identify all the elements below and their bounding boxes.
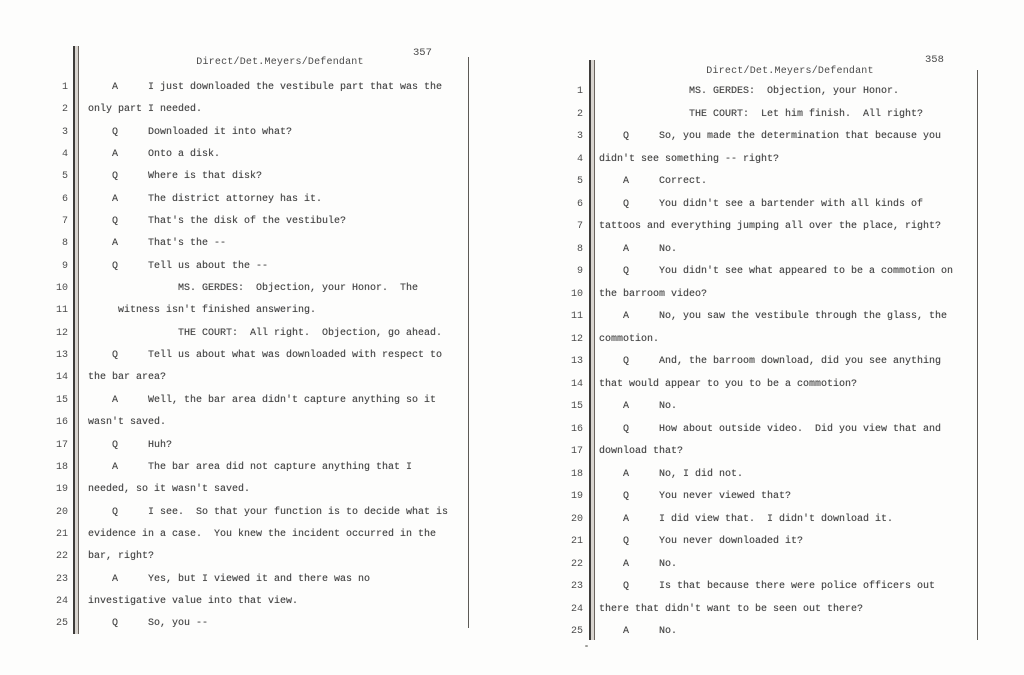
line-text: Q I see. So that your function is to decide what is [88,506,449,518]
line-number: 24 [55,595,68,607]
scan-artifact-speck [585,645,588,647]
line-text: MS. GERDES: Objection, your Honor. The [88,283,419,295]
line-text: Q You never viewed that? [599,491,792,502]
line-text: Q How about outside video. Did you view that and [599,423,942,435]
transcript-line [555,401,953,424]
line-text: A Yes, but I viewed it and there was no [88,573,371,585]
line-number: 7 [576,221,583,232]
line-number: 15 [55,394,68,406]
line-number: 2 [61,104,68,116]
line-text: A No. [599,558,678,570]
transcript-page-358 [512,0,1024,675]
line-text: Q Where is that disk? [88,171,263,183]
line-text: A No, you saw the vestibule through the glass, the [599,311,948,322]
line-text: Q Tell us about what was downloaded with respect to [88,350,443,362]
line-text: Q So, you made the determination that because you [599,131,942,142]
line-text: THE COURT: Let him finish. All right? [599,108,924,120]
transcript-line [555,131,953,154]
line-number: 10 [570,288,583,300]
line-number: 11 [570,311,583,322]
line-text: A No. [599,626,678,637]
transcript-line [40,104,448,126]
line-text: Q So, you -- [88,618,209,630]
line-number: 13 [570,356,583,367]
transcript-line [40,574,448,596]
transcript-line [555,244,953,267]
transcript-line [40,261,448,283]
line-text: tattoos and everything jumping all over the place, right? [599,221,942,232]
line-number: 23 [55,573,68,585]
transcript-line [555,581,953,604]
line-number: 2 [576,108,583,120]
transcript-line [555,626,953,649]
line-text: only part I needed. [88,104,203,116]
line-text: Q Is that because there were police officers out [599,581,936,592]
line-number: 4 [576,153,583,165]
transcript-line [40,417,448,439]
line-list [40,82,448,641]
line-number: 9 [576,266,583,277]
line-number: 12 [570,333,583,345]
line-text: A That's the -- [88,238,227,250]
line-text: A No, I did not. [599,468,744,480]
line-number: 14 [55,372,68,384]
line-text: Q And, the barroom download, did you see anything [599,356,942,367]
line-text: wasn't saved. [88,417,167,429]
line-number: 16 [570,423,583,435]
line-text: witness isn't finished answering. [88,305,317,317]
line-text: Q That's the disk of the vestibule? [88,216,347,228]
line-text: needed, so it wasn't saved. [88,484,251,496]
transcript-line [555,199,953,222]
transcript-line [555,604,953,627]
line-number: 14 [570,378,583,390]
transcript-line [40,596,448,618]
line-number: 17 [570,446,583,457]
line-text: Q You didn't see what appeared to be a commotion on [599,266,954,277]
transcript-line [40,551,448,573]
transcript-line [40,238,448,260]
line-text: commotion. [599,333,660,345]
line-number: 19 [55,484,68,496]
line-text: A No. [599,243,678,255]
line-number: 22 [570,558,583,570]
line-number: 6 [61,193,68,205]
transcript-line [555,311,953,334]
page-number: 357 [413,47,432,59]
transcript-line [555,379,953,402]
line-text: A Onto a disk. [88,149,221,161]
transcript-line [555,289,953,312]
line-text: A Well, the bar area didn't capture anything so it [88,394,437,406]
line-number: 1 [576,86,583,97]
transcript-page-357 [0,0,500,675]
line-number: 25 [570,626,583,637]
line-number: 17 [55,439,68,451]
line-number: 24 [570,603,583,615]
transcript-line [555,356,953,379]
line-number: 5 [576,176,583,187]
line-number: 11 [55,305,68,317]
line-number: 8 [576,243,583,255]
line-text: A The district attorney has it. [88,193,323,205]
line-text: A The bar area did not capture anything that I [88,461,413,473]
page-header: Direct/Det.Meyers/Defendant [706,66,874,77]
transcript-line [555,266,953,289]
line-text: A Correct. [599,176,708,187]
line-text: download that? [599,446,684,457]
transcript-line [555,221,953,244]
transcript-line [40,395,448,417]
line-text: Q Downloaded it into what? [88,126,293,138]
transcript-line [555,491,953,514]
line-number: 3 [61,126,68,138]
line-number: 16 [55,417,68,429]
transcript-line [555,469,953,492]
transcript-line [40,149,448,171]
line-number: 13 [55,350,68,362]
transcript-line [40,194,448,216]
transcript-line [40,484,448,506]
line-text: didn't see something -- right? [599,153,780,165]
transcript-line [40,305,448,327]
line-text: Q You didn't see a bartender with all kinds of [599,198,924,210]
line-number: 15 [570,401,583,412]
transcript-line [555,559,953,582]
line-number: 8 [61,238,68,250]
line-number: 20 [570,513,583,525]
transcript-line [40,372,448,394]
line-number: 21 [55,528,68,540]
line-number: 18 [55,461,68,473]
line-text: Q You never downloaded it? [599,536,804,547]
transcript-line [555,86,953,109]
right-margin-rule [977,70,978,640]
right-margin-rule [468,57,469,628]
transcript-line [40,529,448,551]
transcript-line [555,176,953,199]
line-number: 4 [61,149,68,161]
transcript-line [40,350,448,372]
transcript-line [40,328,448,350]
transcript-line [40,216,448,238]
line-text: A I did view that. I didn't download it. [599,513,894,525]
line-number: 5 [61,171,68,183]
line-text: MS. GERDES: Objection, your Honor. [599,86,900,97]
line-number: 9 [61,260,68,272]
line-number: 1 [61,82,68,93]
line-number: 12 [55,327,68,339]
line-text: evidence in a case. You knew the incident occurred in the [88,528,437,540]
line-list [555,86,953,649]
line-number: 3 [576,131,583,142]
line-number: 20 [55,506,68,518]
line-number: 21 [570,536,583,547]
transcript-line [555,514,953,537]
page-number: 358 [925,54,944,66]
line-number: 25 [55,618,68,630]
line-number: 7 [61,216,68,228]
line-text: A No. [599,401,678,412]
line-number: 10 [55,283,68,295]
transcript-line [40,462,448,484]
line-text: Q Huh? [88,439,173,451]
transcript-line [555,109,953,132]
line-number: 19 [570,491,583,502]
line-text: Q Tell us about the -- [88,260,269,272]
transcript-line [555,424,953,447]
line-number: 18 [570,468,583,480]
transcript-line [555,334,953,357]
line-text: there that didn't want to be seen out there? [599,603,864,615]
line-text: the bar area? [88,372,167,384]
line-text: bar, right? [88,551,155,563]
transcript-line [40,171,448,193]
line-text: the barroom video? [599,288,708,300]
transcript-line [40,283,448,305]
line-text: THE COURT: All right. Objection, go ahead. [88,327,443,339]
line-text: investigative value into that view. [88,595,299,607]
line-number: 23 [570,581,583,592]
transcript-line [555,536,953,559]
transcript-line [40,618,448,640]
line-text: that would appear to you to be a commotion? [599,378,858,390]
transcript-line [555,154,953,177]
line-number: 22 [55,551,68,563]
transcript-line [40,440,448,462]
page-header: Direct/Det.Meyers/Defendant [196,57,364,68]
line-number: 6 [576,198,583,210]
transcript-line [40,127,448,149]
transcript-line [40,82,448,104]
line-text: A I just downloaded the vestibule part that was the [88,82,443,93]
transcript-line [555,446,953,469]
transcript-line [40,507,448,529]
